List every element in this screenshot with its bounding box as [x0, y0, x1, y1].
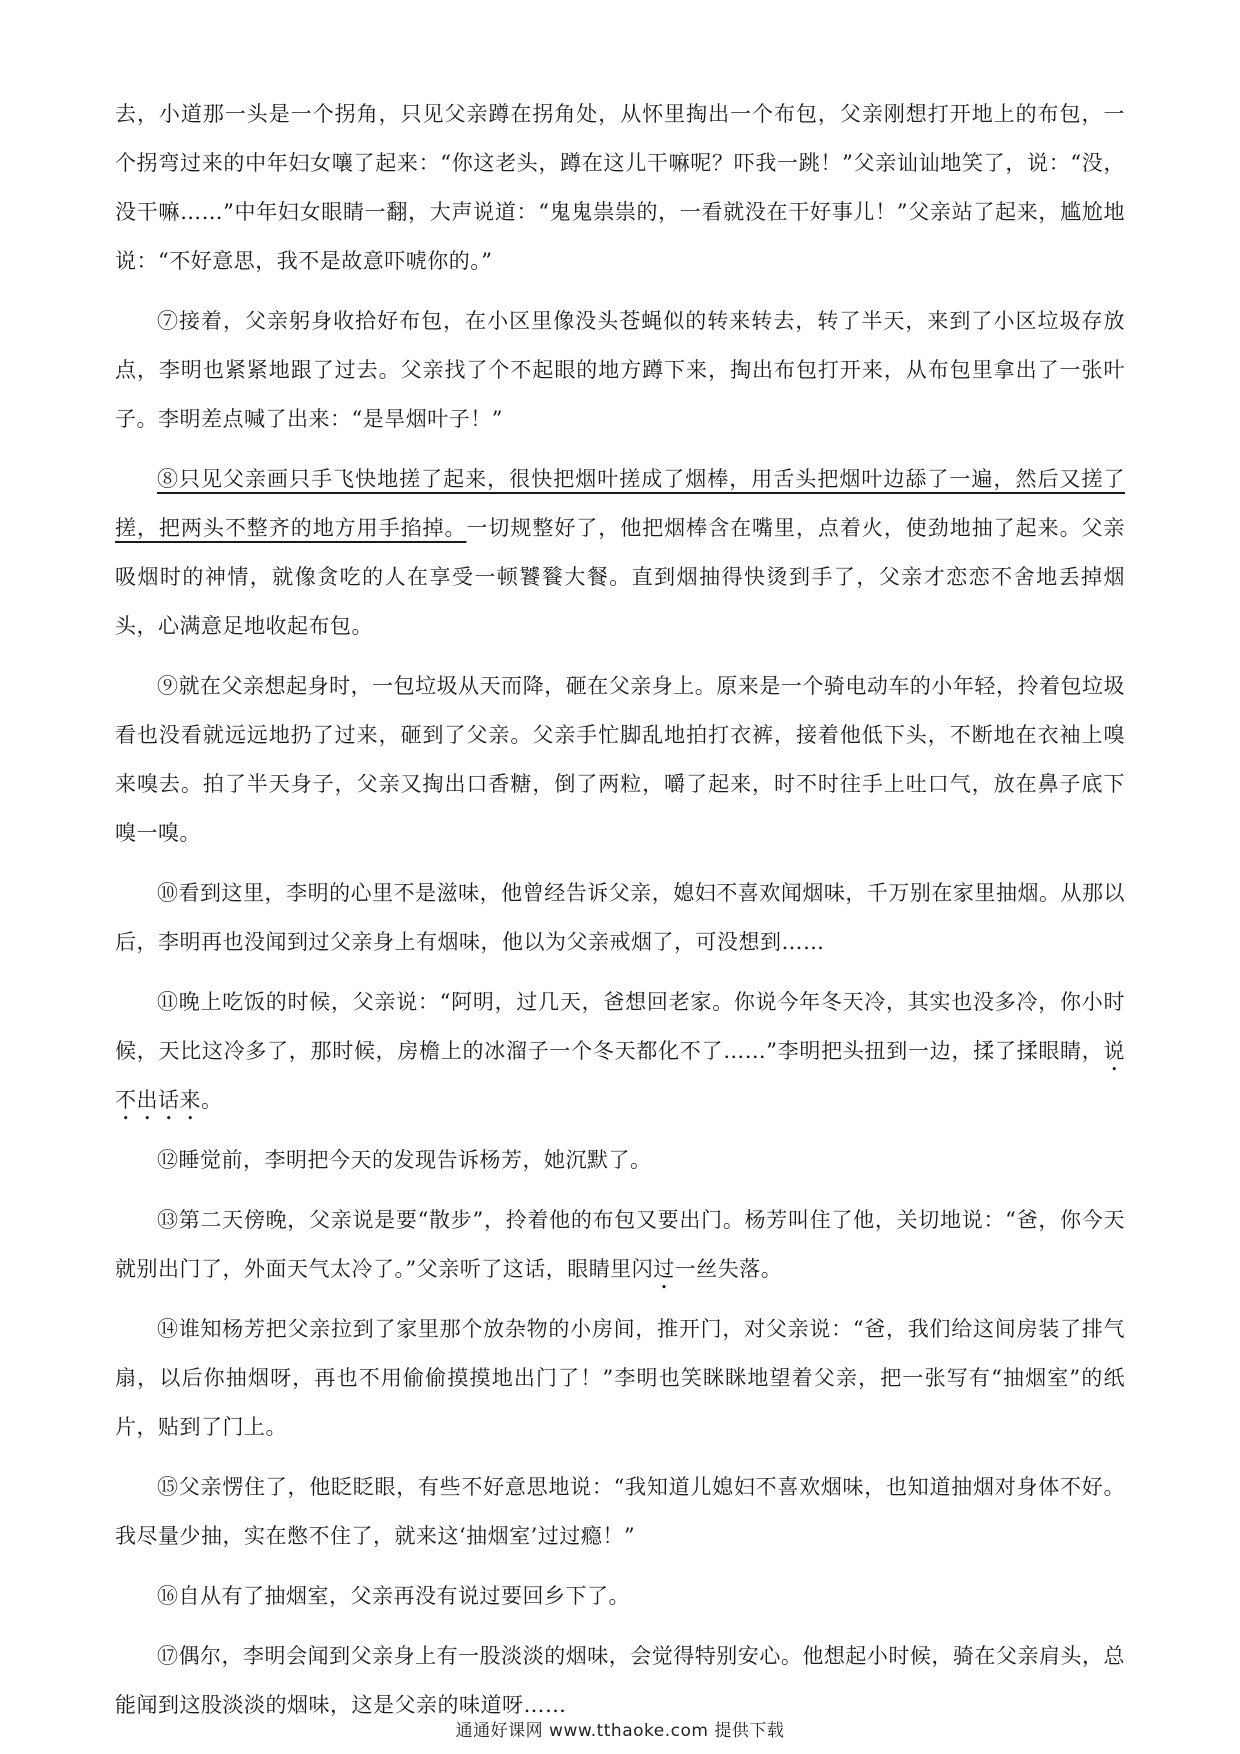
emphasis-dotted-text: 过 — [653, 1257, 675, 1281]
paragraph-text: ⑩看到这里，李明的心里不是滋味，他曾经告诉父亲，媳妇不喜欢闻烟味，千万别在家里抽烟。从那以后，李明再也没闻到过父亲身上有烟味，他以为父亲戒烟了，可没想到…… — [115, 881, 1125, 954]
paragraph-15 — [115, 1463, 1125, 1561]
page-footer: 通通好课网 www.tthaoke.com 提供下载 — [455, 1721, 785, 1741]
article-body — [115, 90, 1125, 1741]
paragraph-13 — [115, 1196, 1125, 1294]
paragraph-8 — [115, 455, 1125, 651]
paragraph-text: 去，小道那一头是一个拐角，只见父亲蹲在拐角处，从怀里掏出一个布包，父亲刚想打开地上的布包，一个拐弯过来的中年妇女嚷了起来：“你这老头，蹲在这儿干嘛呢？吓我一跳！”父亲讪讪地笑了，说：“没，没干嘛……”中年妇女眼睛一翻，大声说道：“鬼鬼祟祟的，一看就没在干好事儿！”父亲站了起来，尴尬地说：“不好意思，我不是故意吓唬你的。” — [115, 102, 1125, 273]
paragraph-text-end: 一丝失落。 — [674, 1257, 783, 1281]
paragraph-text: ⑬第二天傍晚，父亲说是要“散步”，拎着他的布包又要出门。杨芳叫住了他，关切地说：“爸，你今天就别出门了，外面天气太冷了。”父亲听了这话，眼睛里闪 — [115, 1208, 1125, 1281]
emphasis-dotted-text: 说不出话来 — [115, 1039, 1125, 1112]
paragraph-9 — [115, 662, 1125, 858]
paragraph-text: ⑰偶尔，李明会闻到父亲身上有一股淡淡的烟味，会觉得特别安心。他想起小时候，骑在父亲肩头，总能闻到这股淡淡的烟味，这是父亲的味道呀…… — [115, 1644, 1125, 1717]
underlined-sentence: ⑧只见父亲画只手飞快地搓了起来，很快把烟叶搓成了烟棒，用舌头把烟叶边舔了一遍，然后又搓了搓，把两头不整齐的地方用手掐掉。 — [115, 467, 1125, 540]
paragraph-text: ⑦接着，父亲躬身收拾好布包，在小区里像没头苍蝇似的转来转去，转了半天，来到了小区垃圾存放点，李明也紧紧地跟了过去。父亲找了个不起眼的地方蹲下来，掏出布包打开来，从布包里拿出了一张叶子。李明差点喊了出来：“是旱烟叶子！” — [115, 309, 1125, 431]
paragraph-6-continued — [115, 90, 1125, 286]
paragraph-text: ⑮父亲愣住了，他眨眨眼，有些不好意思地说：“我知道儿媳妇不喜欢烟味，也知道抽烟对身体不好。我尽量少抽，实在憋不住了，就来这‘抽烟室’过过瘾！” — [115, 1475, 1125, 1548]
paragraph-text: ⑭谁知杨芳把父亲拉到了家里那个放杂物的小房间，推开门，对父亲说：“爸，我们给这间房装了排气扇，以后你抽烟呀，再也不用偷偷摸摸地出门了！”李明也笑眯眯地望着父亲，把一张写有“抽烟室”的纸片，贴到了门上。 — [115, 1317, 1125, 1439]
paragraph-text: 一切规整好了，他把烟棒含在嘴里，点着火，使劲地抽了起来。父亲吸烟时的神情，就像贪吃的人在享受一顿饕餮大餐。直到烟抽得快烫到手了，父亲才恋恋不舍地丢掉烟头，心满意足地收起布包。 — [115, 516, 1125, 638]
paragraph-text: ⑫睡觉前，李明把今天的发现告诉杨芳，她沉默了。 — [157, 1148, 652, 1172]
paragraph-7 — [115, 297, 1125, 444]
paragraph-12 — [115, 1136, 1125, 1185]
paragraph-11 — [115, 978, 1125, 1125]
paragraph-16 — [115, 1572, 1125, 1621]
paragraph-text: ⑯自从有了抽烟室，父亲再没有说过要回乡下了。 — [157, 1584, 630, 1608]
paragraph-14 — [115, 1305, 1125, 1452]
paragraph-text: ⑪晚上吃饭的时候，父亲说：“阿明，过几天，爸想回老家。你说今年冬天冷，其实也没多冷，你小时候，天比这冷多了，那时候，房檐上的冰溜子一个冬天都化不了……”李明把头扭到一边，揉了揉眼睛， — [115, 990, 1125, 1063]
paragraph-text-end: 。 — [201, 1088, 223, 1112]
paragraph-10 — [115, 869, 1125, 967]
paragraph-text: ⑨就在父亲想起身时，一包垃圾从天而降，砸在父亲身上。原来是一个骑电动车的小年轻，拎着包垃圾看也没看就远远地扔了过来，砸到了父亲。父亲手忙脚乱地拍打衣裤，接着他低下头，不断地在衣袖上嗅来嗅去。拍了半天身子，父亲又掏出口香糖，倒了两粒，嚼了起来，时不时往手上吐口气，放在鼻子底下嗅一嗅。 — [115, 674, 1125, 845]
